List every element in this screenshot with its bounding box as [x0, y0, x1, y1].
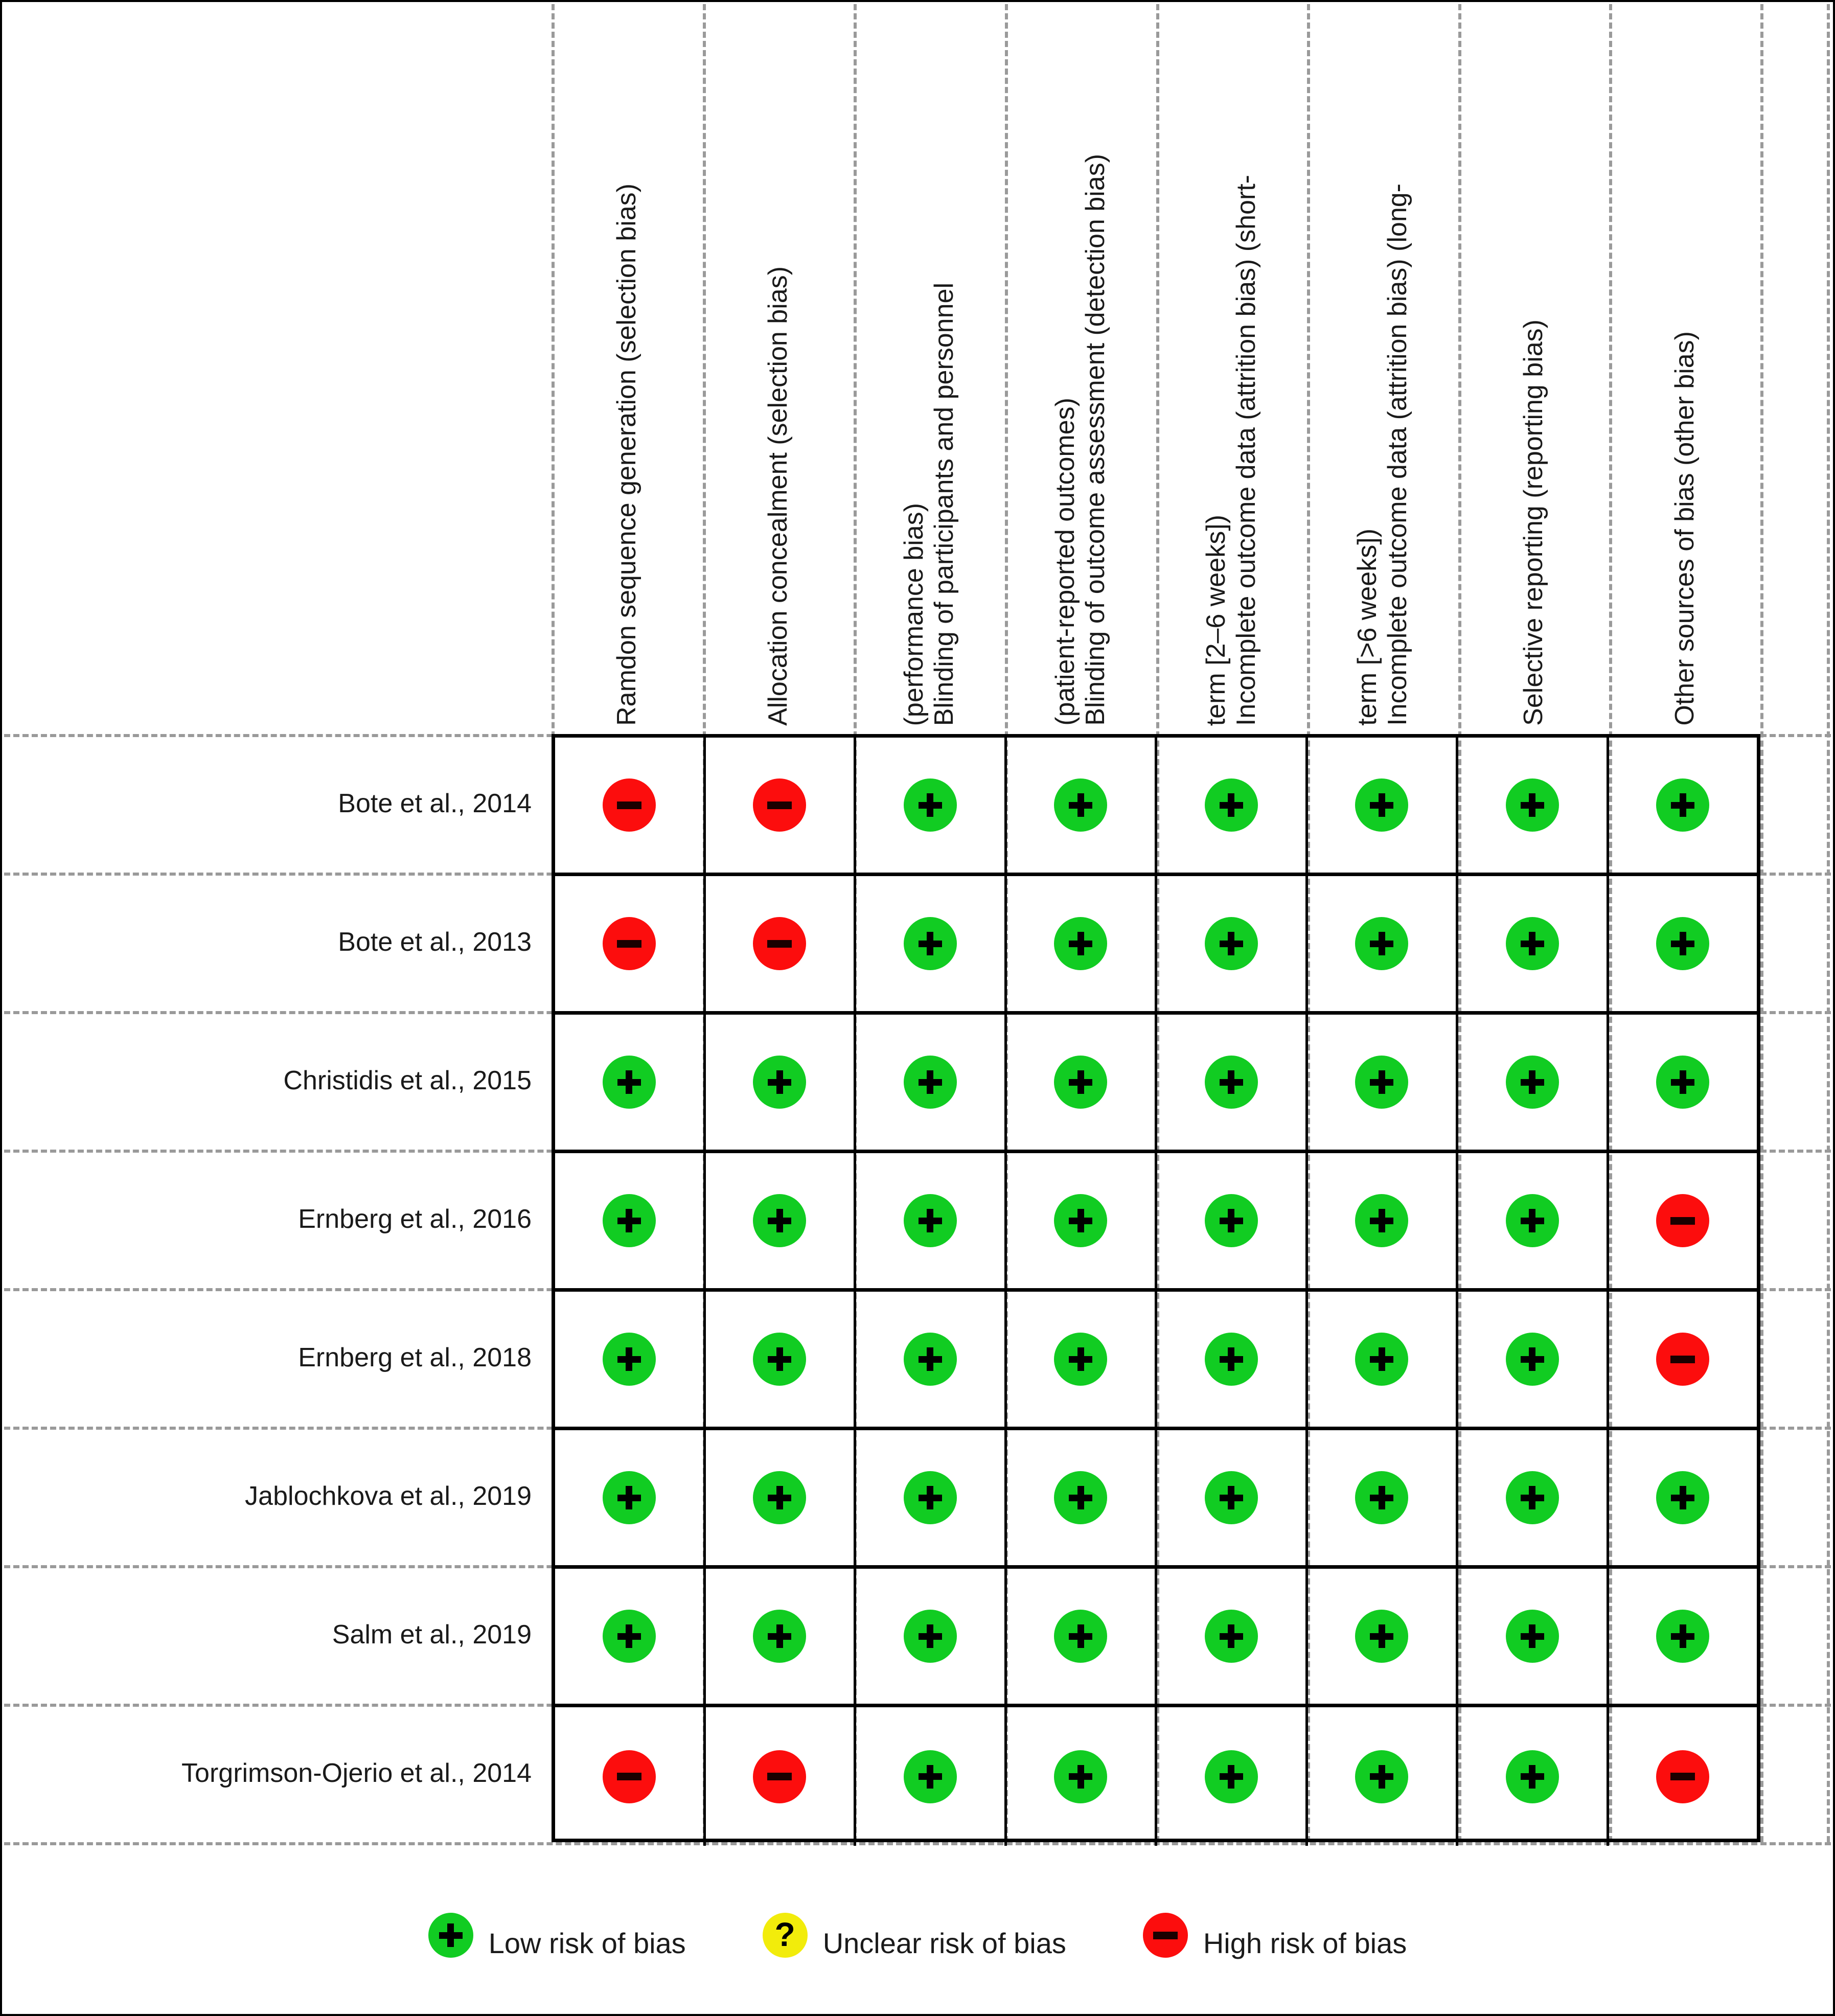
- legend-item-unclear: [763, 1913, 1066, 1958]
- high-risk-icon: [753, 1750, 806, 1803]
- judgement-cell: [856, 738, 1007, 873]
- column-header-7: [1458, 20, 1610, 726]
- unclear-risk-icon: [763, 1913, 808, 1958]
- low-risk-icon: [1355, 1471, 1408, 1524]
- column-header-line: term [>6 weeks]): [1352, 529, 1382, 726]
- judgement-cell: [1308, 1569, 1459, 1704]
- column-header-line: Blinding of participants and personnel: [929, 282, 959, 726]
- low-risk-icon: [1656, 778, 1709, 832]
- judgement-cell: [1609, 738, 1757, 873]
- legend: [4, 1854, 1831, 2016]
- low-risk-icon: [904, 1194, 957, 1247]
- judgement-cell: [856, 1569, 1007, 1704]
- judgement-cell: [1308, 1292, 1459, 1427]
- low-risk-icon: [1054, 1750, 1107, 1803]
- judgement-cell: [1308, 1015, 1459, 1150]
- judgement-cell: [1157, 738, 1308, 873]
- low-risk-icon: [1506, 1194, 1559, 1247]
- low-risk-icon: [428, 1913, 473, 1958]
- question-mark-glyph: ?: [774, 1915, 795, 1953]
- low-risk-icon: [753, 1471, 806, 1524]
- judgement-cell: [1007, 1430, 1158, 1565]
- judgement-cell: [1157, 1015, 1308, 1150]
- high-risk-icon: [603, 917, 656, 970]
- judgement-cell: [1308, 738, 1459, 873]
- judgement-cell: [706, 738, 857, 873]
- low-risk-icon: [904, 1750, 957, 1803]
- low-risk-icon: [1656, 1471, 1709, 1524]
- low-risk-icon: [1205, 917, 1258, 970]
- column-header-line: (performance bias): [899, 502, 929, 726]
- judgement-cell: [555, 1153, 706, 1288]
- judgement-cell: [555, 1015, 706, 1150]
- judgement-cell: [555, 1569, 706, 1704]
- high-risk-icon: [603, 1750, 656, 1803]
- judgement-cell: [555, 876, 706, 1011]
- judgement-cell: [1458, 1707, 1609, 1846]
- low-risk-icon: [1506, 917, 1559, 970]
- legend-item-high: [1143, 1913, 1407, 1958]
- low-risk-icon: [1656, 1056, 1709, 1109]
- low-risk-icon: [1355, 1333, 1408, 1386]
- judgement-cell: [1007, 1015, 1158, 1150]
- low-risk-icon: [1355, 1610, 1408, 1663]
- low-risk-icon: [1506, 778, 1559, 832]
- judgement-cell: [1007, 876, 1158, 1011]
- judgement-cell: [555, 1292, 706, 1427]
- judgement-cell: [706, 1153, 857, 1288]
- column-header-1: [552, 20, 703, 726]
- judgement-cell: [1308, 876, 1459, 1011]
- low-risk-icon: [753, 1194, 806, 1247]
- judgement-cell: [1609, 1569, 1757, 1704]
- low-risk-icon: [1506, 1471, 1559, 1524]
- judgement-matrix: [552, 734, 1760, 1842]
- low-risk-icon: [1054, 1194, 1107, 1247]
- column-header-line: term [2–6 weeks]): [1201, 514, 1231, 726]
- column-header-line: Other sources of bias (other bias): [1669, 331, 1700, 726]
- high-risk-icon: [1656, 1194, 1709, 1247]
- table-row: [555, 876, 1757, 1015]
- low-risk-icon: [1355, 1750, 1408, 1803]
- high-risk-icon: [1656, 1333, 1709, 1386]
- judgement-cell: [856, 1292, 1007, 1427]
- column-header-band: [2, 2, 1833, 733]
- column-header-line: (patient-reported outcomes): [1050, 398, 1080, 726]
- low-risk-icon: [1054, 1333, 1107, 1386]
- judgement-cell: [1609, 1153, 1757, 1288]
- judgement-cell: [555, 738, 706, 873]
- low-risk-icon: [1205, 1194, 1258, 1247]
- high-risk-icon: [1143, 1913, 1188, 1958]
- judgement-cell: [856, 1707, 1007, 1846]
- low-risk-icon: [1054, 1471, 1107, 1524]
- legend-label: Low risk of bias: [488, 1927, 686, 1959]
- low-risk-icon: [1205, 1471, 1258, 1524]
- table-row: [555, 1707, 1757, 1846]
- low-risk-icon: [1506, 1056, 1559, 1109]
- low-risk-icon: [603, 1194, 656, 1247]
- table-row: [555, 1430, 1757, 1569]
- judgement-cell: [1308, 1430, 1459, 1565]
- study-label: Ernberg et al., 2016: [298, 1204, 532, 1234]
- judgement-cell: [1458, 1153, 1609, 1288]
- judgement-cell: [706, 1430, 857, 1565]
- legend-label: Unclear risk of bias: [822, 1927, 1066, 1959]
- low-risk-icon: [1205, 1610, 1258, 1663]
- study-label: Christidis et al., 2015: [283, 1065, 532, 1095]
- column-header-line: Incomplete outcome data (attrition bias) (long-: [1382, 184, 1412, 726]
- low-risk-icon: [1355, 1056, 1408, 1109]
- low-risk-icon: [904, 1471, 957, 1524]
- column-header-3: [854, 20, 1005, 726]
- judgement-cell: [856, 1430, 1007, 1565]
- study-label: Salm et al., 2019: [332, 1619, 532, 1650]
- column-header-2: [703, 20, 854, 726]
- column-header-8: [1609, 20, 1760, 726]
- judgement-cell: [1609, 1015, 1757, 1150]
- judgement-cell: [555, 1430, 706, 1565]
- judgement-cell: [706, 1015, 857, 1150]
- judgement-cell: [706, 876, 857, 1011]
- judgement-cell: [1609, 1707, 1757, 1846]
- low-risk-icon: [603, 1333, 656, 1386]
- study-label-column: [4, 734, 549, 1842]
- low-risk-icon: [1205, 1333, 1258, 1386]
- low-risk-icon: [904, 1333, 957, 1386]
- low-risk-icon: [603, 1471, 656, 1524]
- judgement-cell: [1458, 1015, 1609, 1150]
- high-risk-icon: [753, 778, 806, 832]
- low-risk-icon: [904, 778, 957, 832]
- legend-label: High risk of bias: [1203, 1927, 1407, 1959]
- judgement-cell: [706, 1707, 857, 1846]
- low-risk-icon: [1054, 1610, 1107, 1663]
- high-risk-icon: [603, 778, 656, 832]
- judgement-cell: [1458, 1430, 1609, 1565]
- column-header-line: Selective reporting (reporting bias): [1519, 319, 1548, 726]
- low-risk-icon: [1506, 1333, 1559, 1386]
- judgement-cell: [1458, 738, 1609, 873]
- low-risk-icon: [1355, 778, 1408, 832]
- low-risk-icon: [904, 1056, 957, 1109]
- low-risk-icon: [1054, 1056, 1107, 1109]
- table-row: [555, 1153, 1757, 1292]
- column-header-line: Ramdon sequence generation (selection bias): [612, 184, 642, 726]
- low-risk-icon: [1205, 778, 1258, 832]
- column-header-4: [1005, 20, 1156, 726]
- study-label: Jablochkova et al., 2019: [245, 1481, 532, 1511]
- judgement-cell: [1458, 876, 1609, 1011]
- low-risk-icon: [1054, 778, 1107, 832]
- judgement-cell: [1007, 738, 1158, 873]
- judgement-cell: [1609, 1430, 1757, 1565]
- judgement-cell: [856, 1015, 1007, 1150]
- study-label: Bote et al., 2014: [338, 788, 532, 818]
- low-risk-icon: [1355, 1194, 1408, 1247]
- judgement-cell: [1157, 1569, 1308, 1704]
- low-risk-icon: [1205, 1750, 1258, 1803]
- low-risk-icon: [603, 1056, 656, 1109]
- low-risk-icon: [904, 917, 957, 970]
- low-risk-icon: [753, 1056, 806, 1109]
- judgement-cell: [1308, 1153, 1459, 1288]
- low-risk-icon: [1205, 1056, 1258, 1109]
- low-risk-icon: [1656, 917, 1709, 970]
- low-risk-icon: [1506, 1750, 1559, 1803]
- table-row: [555, 738, 1757, 876]
- column-header-5: [1156, 20, 1308, 726]
- column-header-6: [1307, 20, 1458, 726]
- low-risk-icon: [904, 1610, 957, 1663]
- judgement-cell: [856, 876, 1007, 1011]
- judgement-cell: [1007, 1569, 1158, 1704]
- legend-item-low: [428, 1913, 686, 1958]
- low-risk-icon: [753, 1610, 806, 1663]
- judgement-cell: [856, 1153, 1007, 1288]
- judgement-cell: [1157, 1292, 1308, 1427]
- column-header-line: Allocation concealment (selection bias): [763, 266, 793, 726]
- high-risk-icon: [753, 917, 806, 970]
- judgement-cell: [1157, 1153, 1308, 1288]
- table-row: [555, 1015, 1757, 1153]
- judgement-cell: [1609, 876, 1757, 1011]
- judgement-cell: [706, 1569, 857, 1704]
- judgement-cell: [1609, 1292, 1757, 1427]
- judgement-cell: [1007, 1292, 1158, 1427]
- low-risk-icon: [1054, 917, 1107, 970]
- judgement-cell: [706, 1292, 857, 1427]
- judgement-cell: [1007, 1153, 1158, 1288]
- judgement-cell: [1007, 1707, 1158, 1846]
- study-label: Torgrimson-Ojerio et al., 2014: [181, 1758, 532, 1788]
- low-risk-icon: [1506, 1610, 1559, 1663]
- judgement-cell: [1458, 1292, 1609, 1427]
- column-header-line: Incomplete outcome data (attrition bias) (short-: [1231, 174, 1261, 726]
- column-header-line: Blinding of outcome assessment (detection bias): [1080, 154, 1110, 726]
- high-risk-icon: [1656, 1750, 1709, 1803]
- judgement-cell: [1157, 876, 1308, 1011]
- judgement-cell: [1308, 1707, 1459, 1846]
- table-row: [555, 1292, 1757, 1430]
- judgement-cell: [1157, 1430, 1308, 1565]
- study-label: Bote et al., 2013: [338, 927, 532, 957]
- study-label: Ernberg et al., 2018: [298, 1342, 532, 1372]
- low-risk-icon: [603, 1610, 656, 1663]
- low-risk-icon: [1656, 1610, 1709, 1663]
- judgement-cell: [1458, 1569, 1609, 1704]
- judgement-cell: [555, 1707, 706, 1846]
- low-risk-icon: [1355, 917, 1408, 970]
- table-row: [555, 1569, 1757, 1707]
- low-risk-icon: [753, 1333, 806, 1386]
- judgement-cell: [1157, 1707, 1308, 1846]
